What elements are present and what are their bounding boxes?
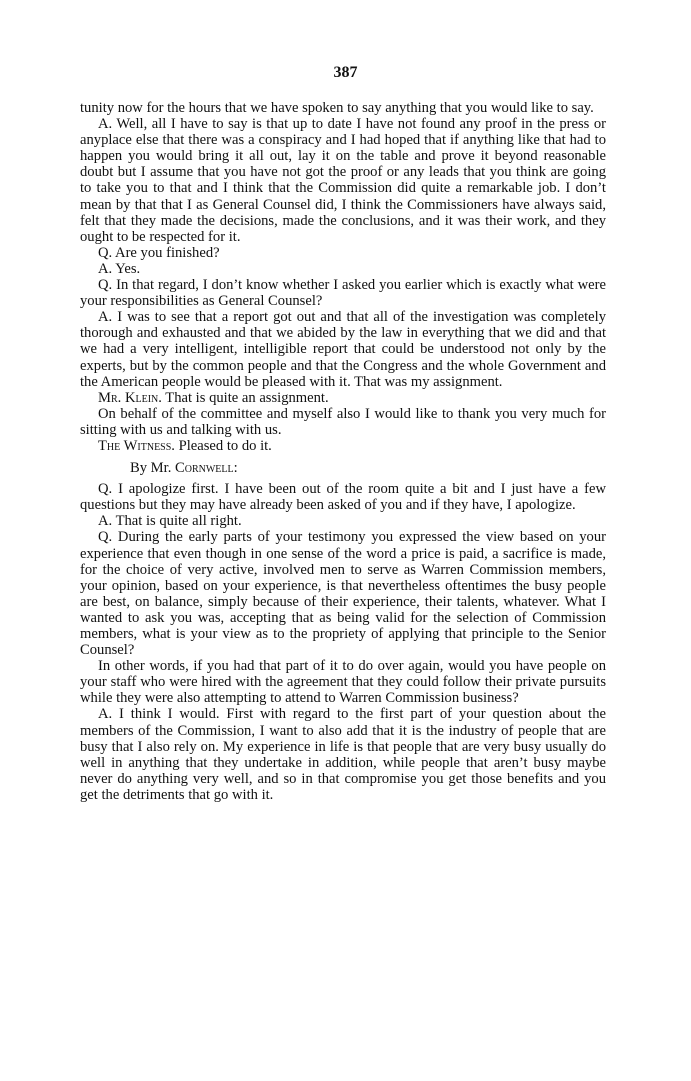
byline-name: Cornwell <box>175 460 234 477</box>
speaker-text: Pleased to do it. <box>174 437 272 454</box>
speaker-text: That is quite an assignment. <box>161 389 329 406</box>
answer-paragraph: A. I think I would. First with regard to the first part of your question about the members of the Commission, I want to also add that it is the industry of people that are busy that I also rely on. My experience in life is that people that are very busy usually do well in anything that they undertake in addition, while people that aren’t busy maybe never do anything very well, and so in that compromise you get those benefits and you get the detriments that go with it. <box>80 706 606 803</box>
question-paragraph: In other words, if you had that part of it to do over again, would you have people on your staff who were hired with the agreement that they could follow their private pursuits while they were also attempting to attend to Warren Commission business? <box>80 658 606 707</box>
page-number: 387 <box>333 64 358 81</box>
question-paragraph: Q. In that regard, I don’t know whether I asked you earlier which is exactly what were your responsibilities as General Counsel? <box>80 277 606 310</box>
speaker-name: Mr. Klein. <box>98 389 162 406</box>
transcript-body <box>80 100 606 803</box>
question-paragraph: Q. I apologize first. I have been out of the room quite a bit and I just have a few questions but they may have already been asked of you and if they have, I apologize. <box>80 481 606 514</box>
question-paragraph: Q. Are you finished? <box>98 244 220 261</box>
answer-paragraph: A. Well, all I have to say is that up to date I have not found any proof in the press or anyplace else that there was a conspiracy and I had hoped that if anything like that had to happen you would bring it all out, lay it on the table and prove it beyond reasonable doubt but I assume that you have not got the proof or any leads that you think are going to take you to that and I think that the Commission did quite a remarkable job. I don’t mean by that that I as General Counsel did, I think the Commissioners have always said, felt that they made the decisions, made the conclusions, and it was their work, and they ought to be respected for it. <box>80 116 606 245</box>
speaker-name: The Witness. <box>98 437 175 454</box>
examiner-byline <box>80 460 606 476</box>
answer-paragraph: A. I was to see that a report got out and that all of the investigation was completely thorough and exhausted and that we abided by the law in everything that we did and that we had a very intelligent, intelligible report that could be understood not only by the experts, but by the common people and that the Congress and the whole Government and the American people would be pleased with it. That was my assignment. <box>80 309 606 390</box>
answer-paragraph: A. That is quite all right. <box>98 513 242 530</box>
speaker-paragraph <box>80 438 606 454</box>
question-paragraph: Q. During the early parts of your testimony you expressed the view based on your experience that even though in one sense of the word a price is paid, a sacrifice is made, for the choice of very active, involved men to serve as Warren Commission members, your opinion, based on your experience, is that nevertheless oftentimes the busy people are best, on balance, simply because of their experience, their talents, whatever. What I wanted to ask you was, accepting that as being valid for the selection of Commission members, what is your view as to the propriety of applying that principle to the Senior Counsel? <box>80 529 606 659</box>
paragraph-continuation: tunity now for the hours that we have spoken to say anything that you would like to say. <box>80 100 594 116</box>
byline-suffix: : <box>233 460 238 477</box>
statement-paragraph: On behalf of the committee and myself also I would like to thank you very much for sitting with us and talking with us. <box>80 405 606 438</box>
speaker-paragraph <box>80 390 606 406</box>
byline-prefix: By Mr. <box>130 460 176 477</box>
answer-paragraph: A. Yes. <box>98 260 141 277</box>
